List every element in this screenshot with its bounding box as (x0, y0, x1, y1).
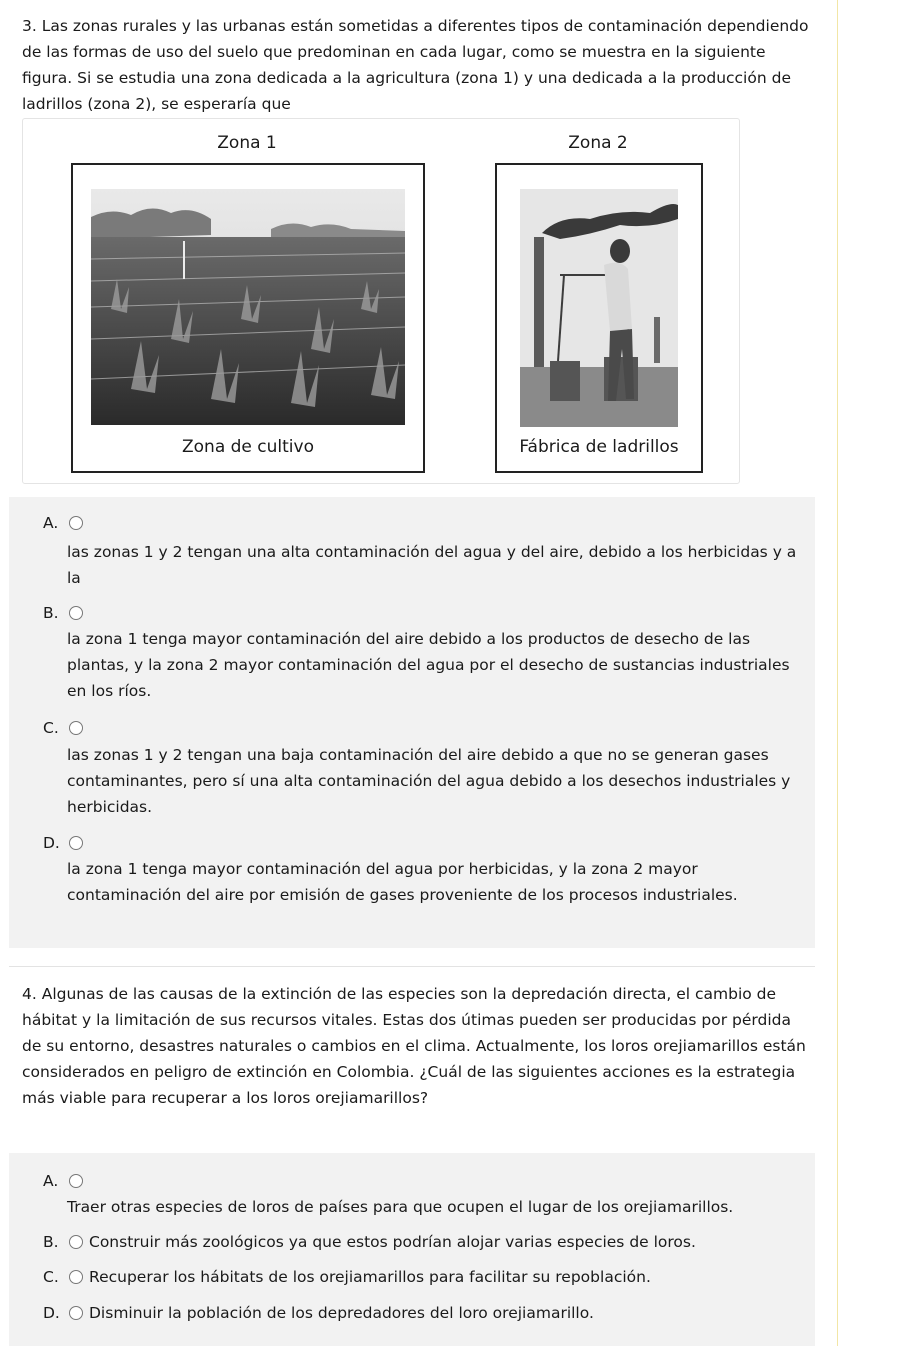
radio-button[interactable] (69, 606, 83, 620)
zone-1-frame (71, 163, 425, 473)
option-text: las zonas 1 y 2 tengan una baja contaminación del aire debido a que no se generan gases contaminantes, pero sí una alta contaminación del agua debido a los desechos industriales y herbicidas. (67, 746, 791, 816)
question-3-text: 3. Las zonas rurales y las urbanas están sometidas a diferentes tipos de contaminación dependiendo de las formas de uso del suelo que predominan en cada lugar, como se muestra en la siguiente figura. Si se estudia una zona dedicada a la agricultura (zona 1) y una dedicada a la producción de ladrillos (zona 2), se esperaría que (22, 17, 809, 113)
question-4-option-b[interactable] (9, 1229, 815, 1259)
option-text: Construir más zoológicos ya que estos podrían alojar varias especies de loros. (89, 1233, 696, 1251)
page-edge-rule (837, 0, 838, 1346)
option-letter: D. (43, 834, 60, 852)
option-letter: B. (43, 1233, 59, 1251)
question-4-option-c[interactable] (9, 1264, 815, 1294)
radio-button[interactable] (69, 836, 83, 850)
question-3-options (9, 497, 815, 948)
radio-button[interactable] (69, 1235, 83, 1249)
question-3-option-c[interactable] (9, 715, 815, 828)
question-4-option-a[interactable] (9, 1168, 815, 1228)
section-divider (9, 966, 815, 967)
crop-field-photo (91, 189, 405, 425)
question-3-option-b[interactable] (9, 600, 815, 715)
brick-factory-photo (520, 189, 678, 427)
question-4-option-d[interactable] (9, 1300, 815, 1330)
option-text: las zonas 1 y 2 tengan una alta contaminación del agua y del aire, debido a los herbicidas y a la (67, 543, 797, 587)
zone-2-title: Zona 2 (568, 133, 628, 153)
option-text: Disminuir la población de los depredadores del loro orejiamarillo. (89, 1304, 594, 1322)
option-letter: A. (43, 514, 59, 532)
question-4-text: 4. Algunas de las causas de la extinción de las especies son la depredación directa, el cambio de hábitat y la limitación de sus recursos vitales. Estas dos útimas pueden ser producidas por pérdida de su entorno, desastres naturales o cambios en el clima. Actualmente, los loros orejiamarillos están considerados en peligro de extinción en Colombia. ¿Cuál de las siguientes acciones es la estrategia más viable para recuperar a los loros orejiamarillos? (22, 985, 806, 1107)
option-letter: C. (43, 719, 59, 737)
option-text: la zona 1 tenga mayor contaminación del agua por herbicidas, y la zona 2 mayor contaminación del aire por emisión de gases proveniente de los procesos industriales. (67, 860, 738, 904)
option-letter: B. (43, 604, 59, 622)
radio-button[interactable] (69, 516, 83, 530)
radio-button[interactable] (69, 1270, 83, 1284)
zone-1-caption: Zona de cultivo (182, 437, 314, 457)
option-letter: A. (43, 1172, 59, 1190)
radio-button[interactable] (69, 1306, 83, 1320)
option-text: la zona 1 tenga mayor contaminación del aire debido a los productos de desecho de las plantas, y la zona 2 mayor contaminación del agua por el desecho de sustancias industriales en los ríos. (67, 630, 790, 700)
radio-button[interactable] (69, 1174, 83, 1188)
figure-card (22, 118, 740, 484)
zone-1-title: Zona 1 (217, 133, 277, 153)
option-letter: D. (43, 1304, 60, 1322)
question-3-option-d[interactable] (9, 830, 815, 920)
option-text: Recuperar los hábitats de los orejiamarillos para facilitar su repoblación. (89, 1268, 651, 1286)
zone-2-caption: Fábrica de ladrillos (519, 437, 679, 457)
radio-button[interactable] (69, 721, 83, 735)
question-3-option-a[interactable] (9, 510, 815, 600)
zone-2-frame (495, 163, 703, 473)
question-4-options (9, 1153, 815, 1346)
option-text: Traer otras especies de loros de países para que ocupen el lugar de los orejiamarillos. (67, 1198, 734, 1216)
option-letter: C. (43, 1268, 59, 1286)
